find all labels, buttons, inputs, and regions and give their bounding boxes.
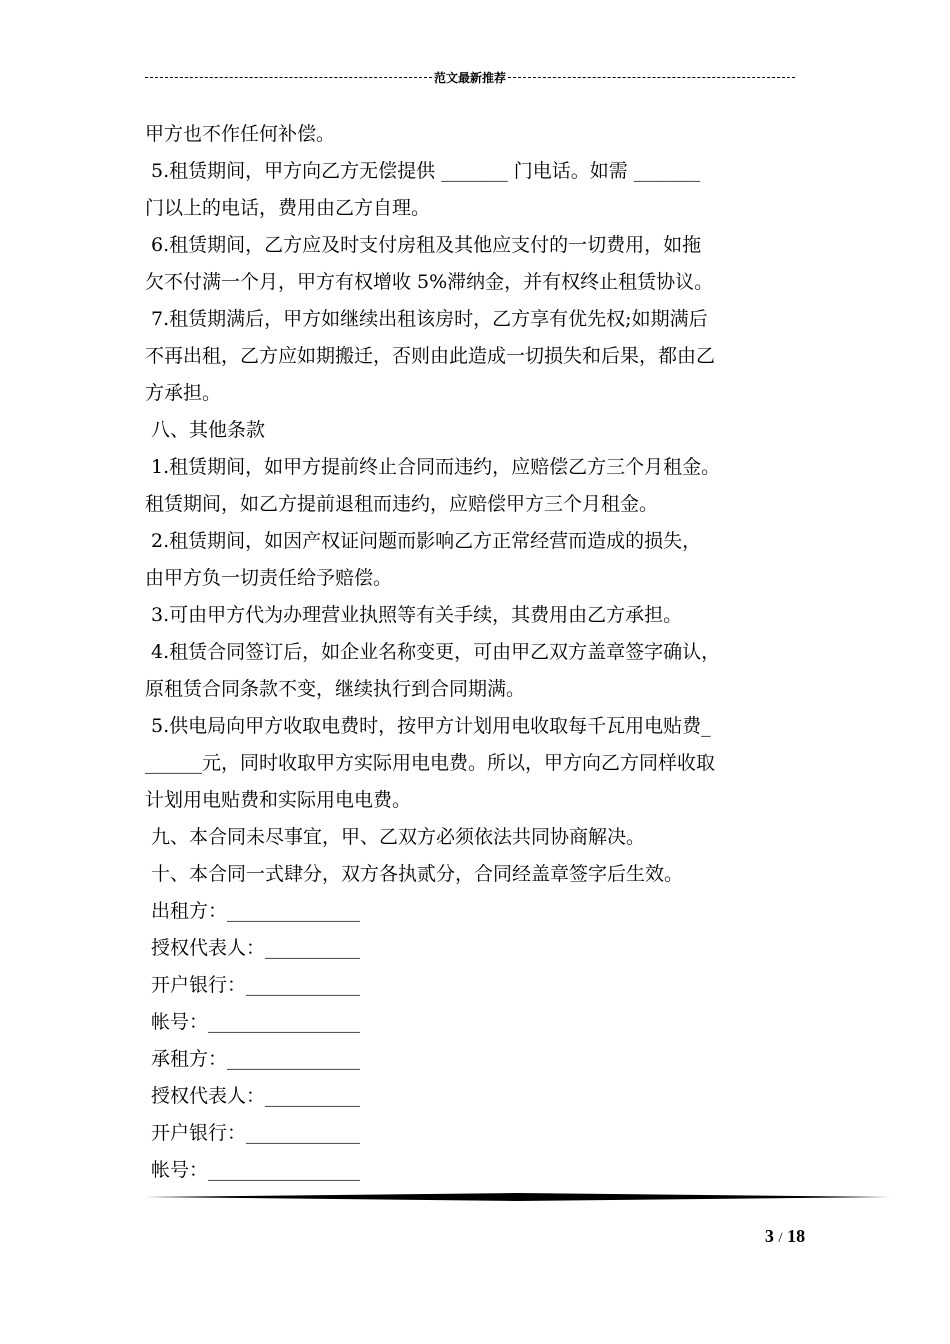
signature-field-lessor-account: 帐号：________________ [145,1011,361,1033]
document-body [145,116,810,1189]
signature-field-lessor-representative: 授权代表人：__________ [145,937,361,959]
signature-field-lessee-account: 帐号：________________ [145,1159,361,1181]
signature-field-lessee: 承租方：______________ [145,1048,361,1070]
signature-field-lessee-bank: 开户银行：____________ [145,1122,361,1144]
paragraph-line: 原租赁合同条款不变，继续执行到合同期满。 [145,678,526,700]
paragraph-line: 甲方也不作任何补偿。 [145,123,336,145]
section-heading: 十、本合同一式肆分，双方各执贰分，合同经盖章签字后生效。 [145,863,684,885]
footer-rule [145,1193,890,1203]
paragraph-line: 7.租赁期满后，甲方如继续出租该房时，乙方享有优先权;如期满后 [145,308,708,330]
signature-field-lessee-representative: 授权代表人：__________ [145,1085,361,1107]
paragraph-line: 门以上的电话，费用由乙方自理。 [145,197,431,219]
paragraph-line: 不再出租，乙方应如期搬迁，否则由此造成一切损失和后果，都由乙 [145,345,716,367]
paragraph-line: 方承担。 [145,382,222,404]
section-heading: 八、其他条款 [145,419,266,441]
paragraph-line: 计划用电贴费和实际用电电费。 [145,789,412,811]
paragraph-line: 2.租赁期间，如因产权证问题而影响乙方正常经营而造成的损失， [145,530,702,552]
signature-field-lessor: 出租方：______________ [145,900,361,922]
page-header [145,68,795,86]
section-heading: 九、本合同未尽事宜，甲、乙双方必须依法共同协商解决。 [145,826,646,848]
paragraph-line: ______元，同时收取甲方实际用电电费。所以，甲方向乙方同样收取 [145,752,716,774]
page-separator: / [778,1230,783,1246]
paragraph-line: 5.租赁期间，甲方向乙方无偿提供 _______ 门电话。如需 _______ [145,160,701,182]
paragraph-line: 4.租赁合同签订后，如企业名称变更，可由甲乙双方盖章签字确认， [145,641,721,663]
header-title: 范文最新推荐 [434,70,507,85]
signature-field-lessor-bank: 开户银行：____________ [145,974,361,996]
paragraph-line: 5.供电局向甲方收取电费时，按甲方计划用电收取每千瓦用电贴费_ [145,715,711,737]
current-page: 3 [764,1226,774,1246]
page-number [745,1226,825,1247]
paragraph-line: 租赁期间，如乙方提前退租而违约，应赔偿甲方三个月租金。 [145,493,659,515]
header-right-rule [508,77,795,78]
paragraph-line: 1.租赁期间，如甲方提前终止合同而违约，应赔偿乙方三个月租金。 [145,456,721,478]
paragraph-line: 3.可由甲方代为办理营业执照等有关手续，其费用由乙方承担。 [145,604,683,626]
paragraph-line: 欠不付满一个月，甲方有权增收 5%滞纳金，并有权终止租赁协议。 [145,271,714,293]
paragraph-line: 由甲方负一切责任给予赔偿。 [145,567,393,589]
header-left-rule [145,77,432,78]
paragraph-line: 6.租赁期间，乙方应及时支付房租及其他应支付的一切费用，如拖 [145,234,702,256]
total-pages: 18 [787,1226,806,1246]
